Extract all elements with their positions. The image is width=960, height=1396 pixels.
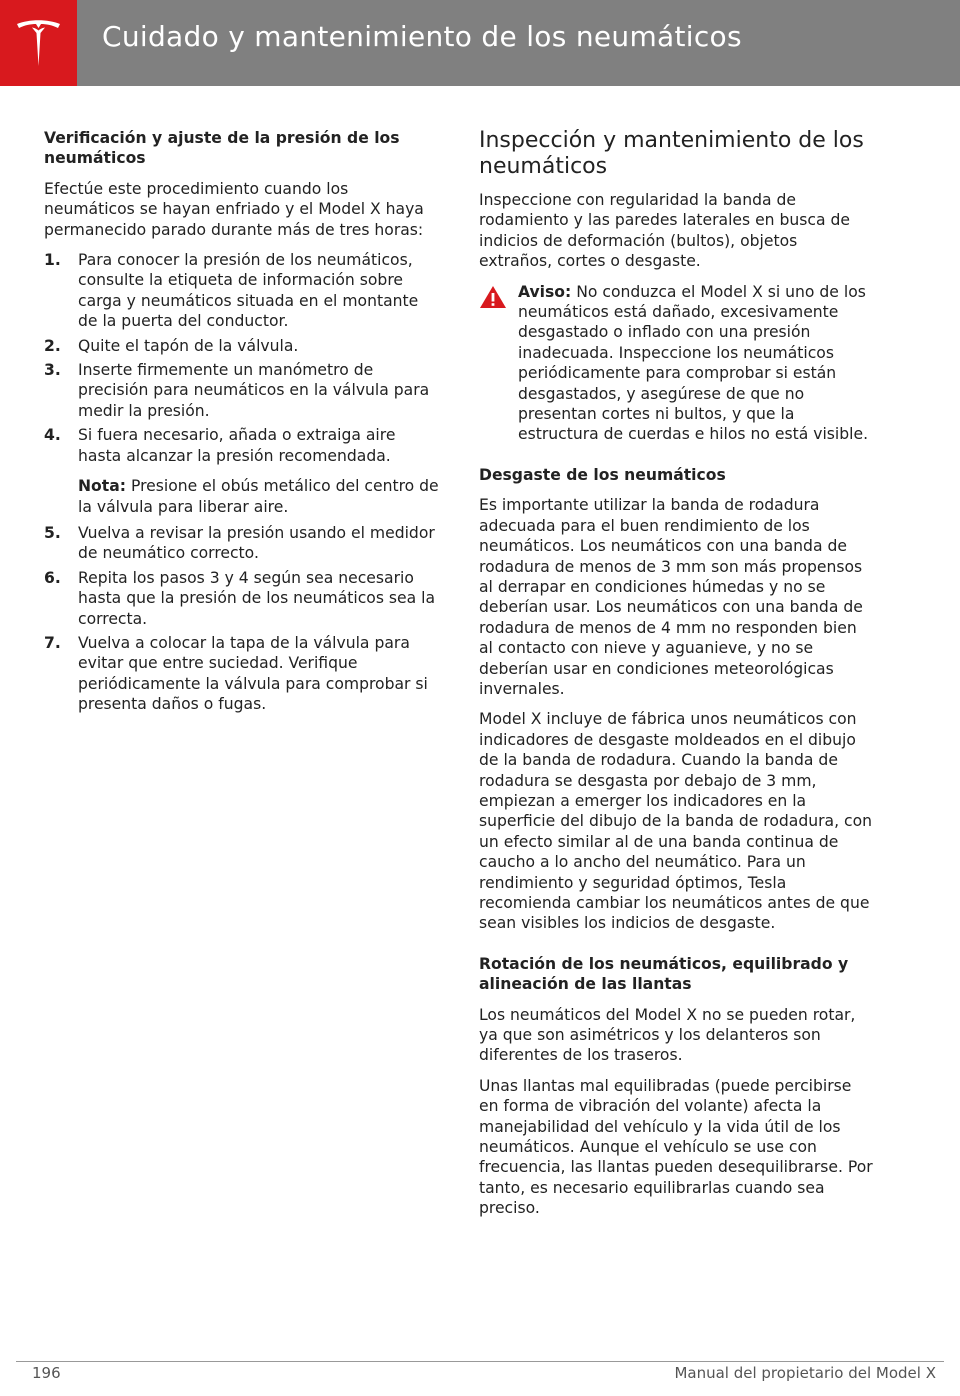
page-number: 196 [32,1364,61,1382]
section-title-inspection: Inspección y mantenimiento de los neumáticos [479,128,864,179]
tesla-logo-icon [15,18,62,68]
list-item [44,425,440,517]
warning-triangle-icon [479,285,507,309]
footer-divider [16,1361,944,1362]
step-number: 5. [44,523,61,542]
inspection-intro: Inspeccione con regularidad la banda de rodamiento y las paredes laterales en busca de indicios de deformación (bultos), objetos extraños, cortes o desgaste. [479,191,851,271]
rotation-paragraph-1: Los neumáticos del Model X no se pueden rotar, ya que son asimétricos y los delanteros son diferentes de los traseros. [479,1005,856,1065]
step-text: Para conocer la presión de los neumáticos, consulte la etiqueta de información sobre carga y neumáticos situada en el montante de la puerta del conductor. [78,251,419,331]
step-text: Quite el tapón de la válvula. [78,336,299,355]
step-text: Vuelva a revisar la presión usando el medidor de neumático correcto. [78,523,435,563]
step-text: Si fuera necesario, añada o extraiga aire hasta alcanzar la presión recomendada. [78,426,396,465]
note-text: Presione el obús metálico del centro de la válvula para liberar aire. [78,477,439,516]
step-text: Vuelva a colocar la tapa de la válvula para evitar que entre suciedad. Verifique periódicamente la válvula para comprobar si presenta daños o fugas. [78,633,428,714]
page-header [0,0,960,86]
note-label: Nota: [78,477,126,496]
list-item [44,633,440,715]
section-heading-wear: Desgaste de los neumáticos [479,465,726,484]
step-text: Repita los pasos 3 y 4 según sea necesario hasta que la presión de los neumáticos sea la correcta. [78,568,436,628]
step-number: 2. [44,336,61,355]
wear-paragraph-1: Es importante utilizar la banda de rodadura adecuada para el buen rendimiento de los neumáticos. Los neumáticos con una banda de rodadura de menos de 3 mm son más propensos al derrapar en condiciones húmedas y no se deberían usar. Los neumáticos con una banda de rodadura de menos de 4 mm no responden bien al contacto con nieve y aguanieve, y no se deberían usar en condiciones meteorológicas invernales. [479,496,863,698]
manual-title: Manual del propietario del Model X [674,1364,936,1382]
step-number: 6. [44,568,61,587]
brand-logo-box [0,0,77,86]
warning-label: Aviso: [518,282,572,301]
warning-text: No conduzca el Model X si uno de los neumáticos está dañado, excesivamente desgastado o inflado con una presión inadecuada. Inspeccione los neumáticos periódicamente para comprobar si están desgastados, y asegúrese de que no presentan cortes ni bultos, y que la estructura de cuerdas e hilos no está visible. [518,282,869,444]
warning-block [479,282,875,445]
step-number: 4. [44,426,61,445]
pressure-steps-list [44,250,440,715]
rotation-paragraph-2: Unas llantas mal equilibradas (puede percibirse en forma de vibración del volante) afecta la manejabilidad del vehículo y la vida útil de los neumáticos. Aunque el vehículo se use con frecuencia, las llantas pueden desequilibrarse. Por tanto, es necesario equilibrarlas cuando sea preciso. [479,1076,873,1218]
list-item [44,336,440,356]
wear-paragraph-2: Model X incluye de fábrica unos neumáticos con indicadores de desgaste moldeados en el dibujo de la banda de rodadura. Cuando la banda de rodadura se desgasta por debajo de 3 mm, empiezan a emerger los indicadores en la superficie del dibujo de la banda de rodadura, con un efecto similar al de una banda continua de caucho a lo ancho del neumático. Para un rendimiento y seguridad óptimos, Tesla recomienda cambiar los neumáticos antes de que sean visibles los indicios de desgaste. [479,710,873,933]
right-column [479,128,875,1229]
list-item [44,360,440,421]
list-item [44,568,440,629]
list-item [44,250,440,332]
step-number: 3. [44,361,61,380]
list-item [44,523,440,564]
step-number: 1. [44,251,61,270]
left-column [44,128,440,719]
section-heading-rotation: Rotación de los neumáticos, equilibrado y alineación de las llantas [479,954,849,994]
section-heading-pressure: Verificación y ajuste de la presión de los neumáticos [44,129,400,168]
pressure-intro: Efectúe este procedimiento cuando los neumáticos se hayan enfriado y el Model X haya permanecido parado durante más de tres horas: [44,179,424,239]
step-text: Inserte firmemente un manómetro de precisión para neumáticos en la válvula para medir la presión. [78,361,430,420]
page-title: Cuidado y mantenimiento de los neumáticos [102,20,742,53]
step-number: 7. [44,633,61,652]
note-block [78,476,440,517]
